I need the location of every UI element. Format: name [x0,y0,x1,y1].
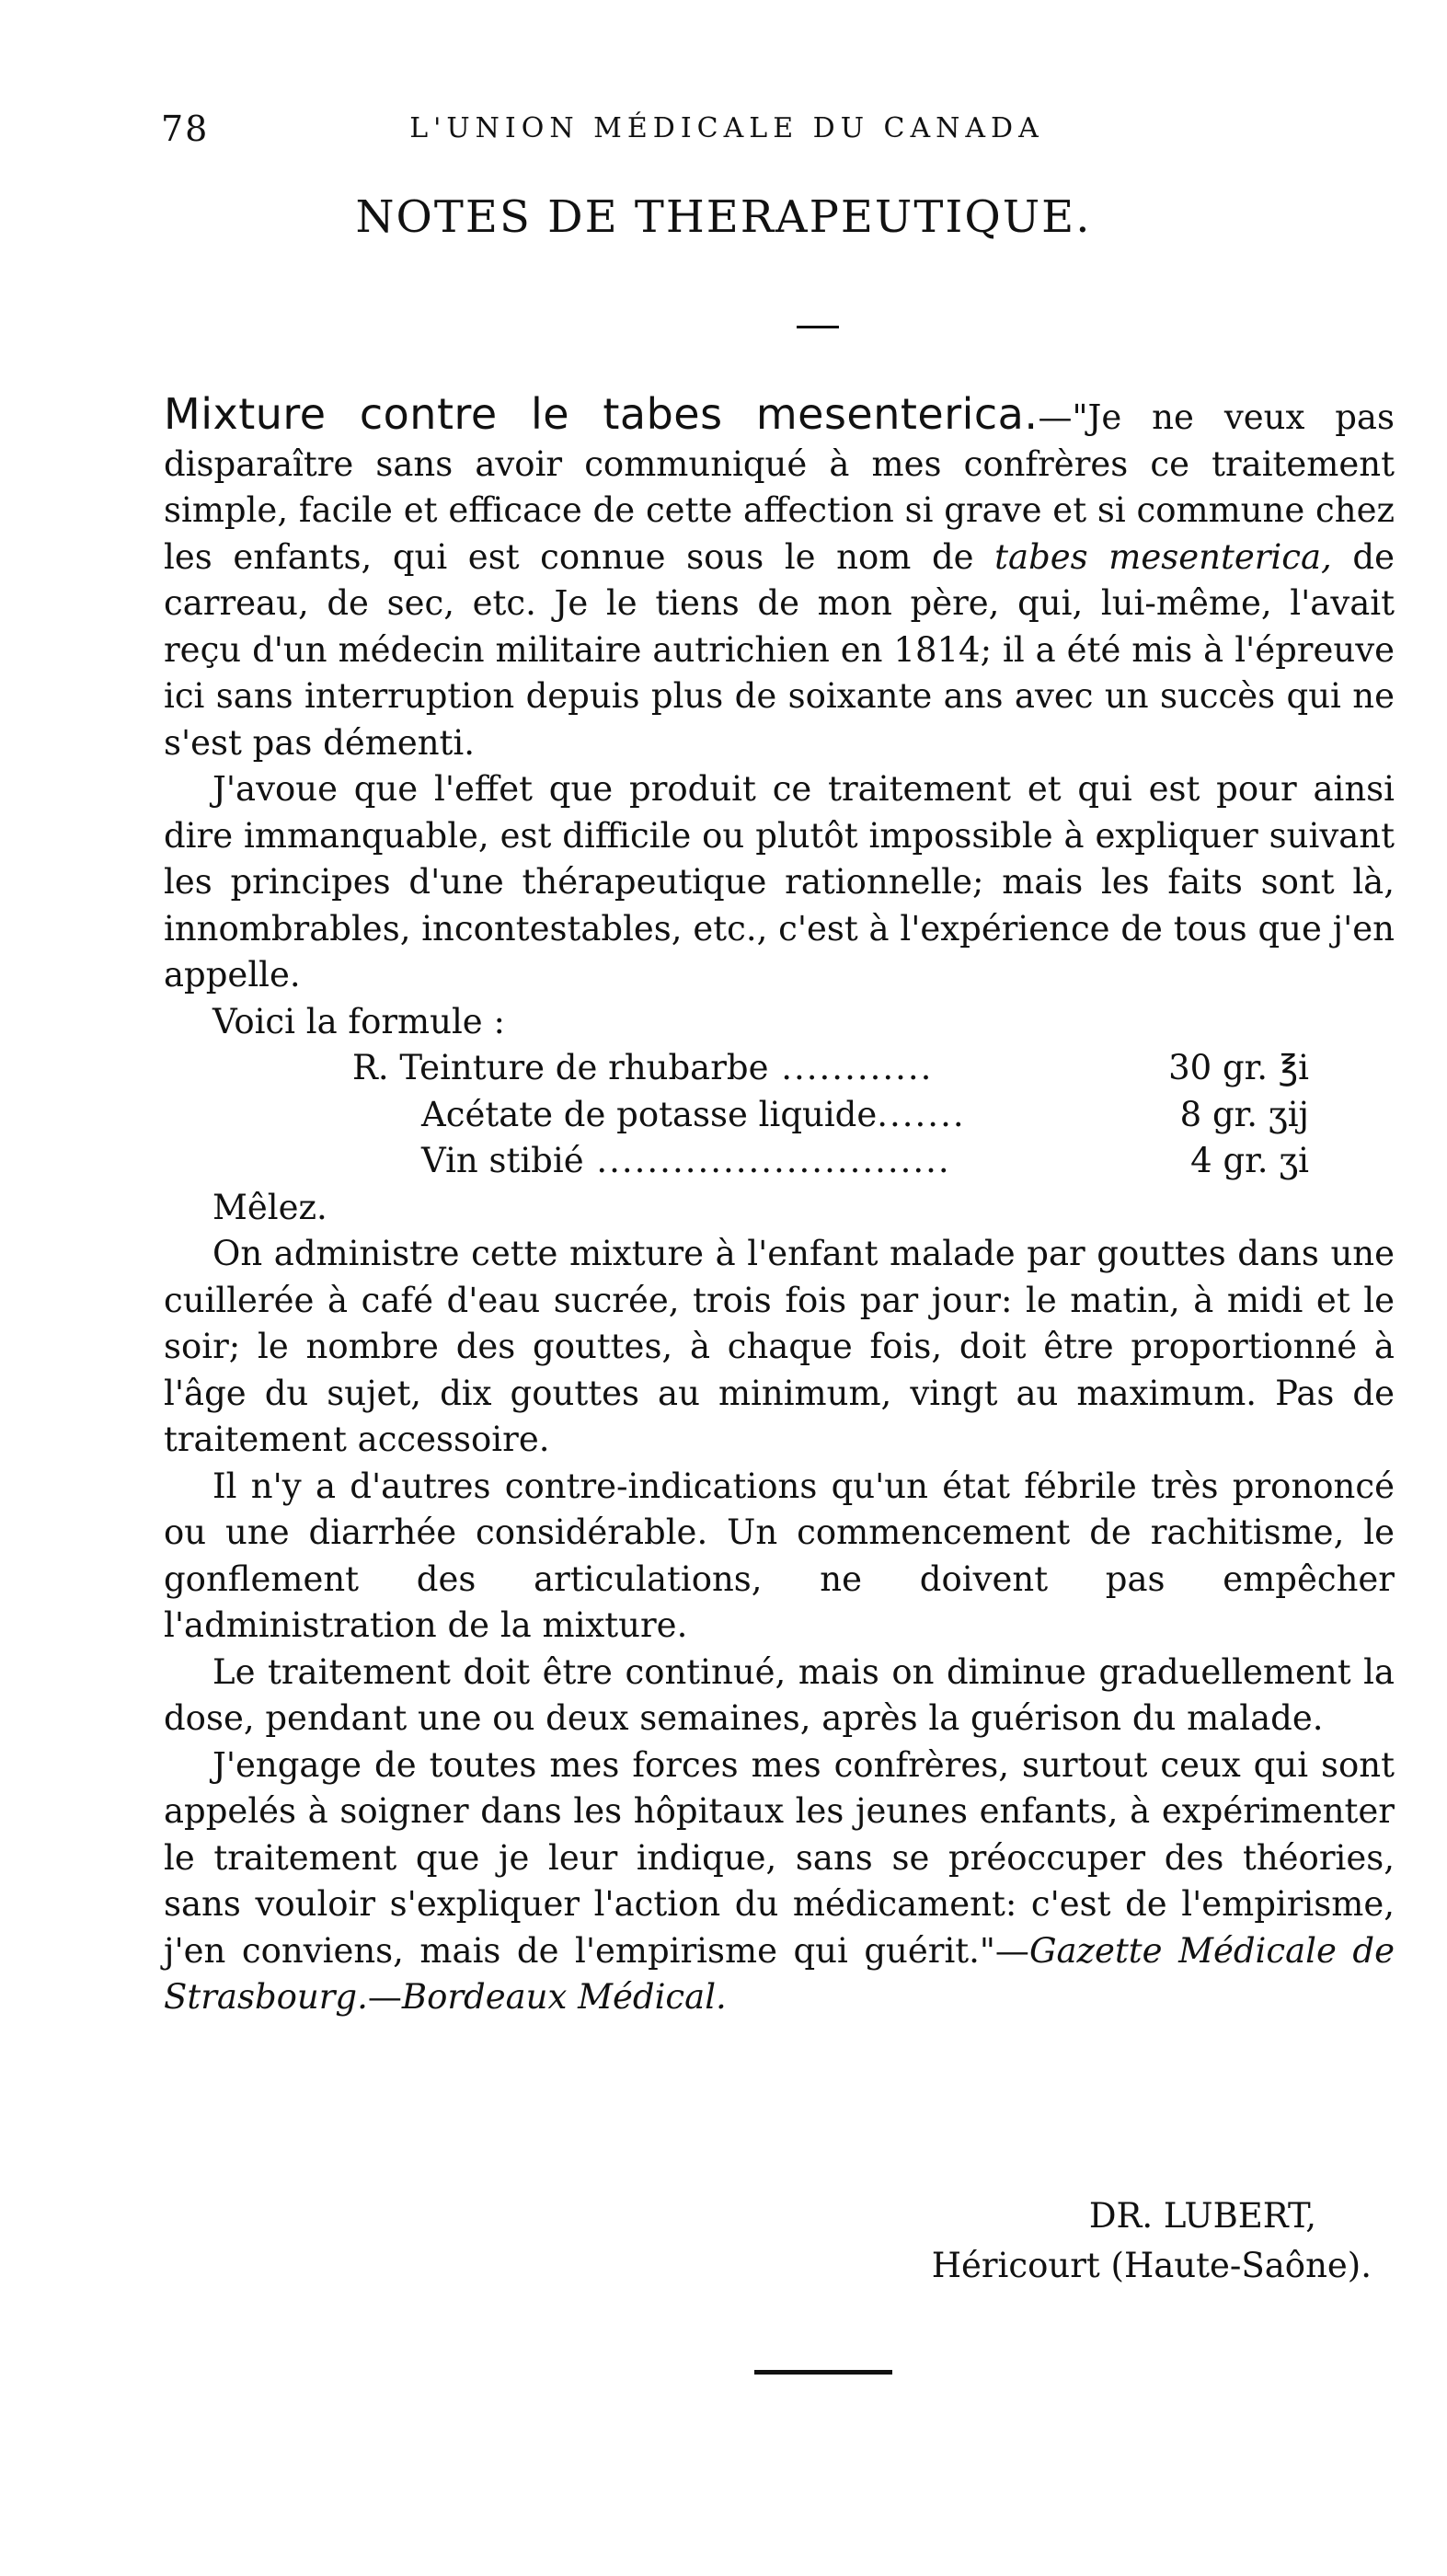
signature-name: DR. LUBERT, [1088,2196,1316,2236]
section-title: NOTES DE THERAPEUTIQUE. [355,191,1092,243]
page-header [161,109,1292,155]
source-citation-2: Bordeaux Médical. [401,1977,727,2017]
formula-dose: 4 gr. ʒi [1190,1141,1309,1180]
title-divider [797,326,839,328]
formula-row [352,1138,1309,1185]
leader-dots: ....... [877,1094,966,1134]
paragraph-4: Il n'y a d'autres contre-indications qu'un état fébrile très prononcé ou une diarrhée considérable. Un commencement de rachitisme, le gonflement des articulations, ne doivent pas empêcher l'administration de la mixture. [164,1466,1395,1645]
leader-dots: ............................ [583,1141,951,1180]
formula-ingredient: Acétate de potasse liquide [421,1094,878,1134]
formula-dose: 30 gr. ℥i [1168,1048,1309,1087]
formula-list [352,1045,1309,1185]
running-title: L'UNION MÉDICALE DU CANADA [409,112,1044,144]
paragraph-5: Le traitement doit être continué, mais on diminue graduellement la dose, pendant une ou deux semaines, après la guérison du malade. [164,1651,1395,1738]
paragraph-1-term: tabes mesenterica, [994,536,1332,577]
formula-row [352,1092,1309,1139]
paragraph-1-lead: —"Je ne veux pas disparaître sans avoir communiqué à mes confrères ce traitement simple, facile et efficace de cette affection si grave et si commune chez les enfants, qui est connue sous le nom de [164,397,1395,577]
formula-ingredient: Vin stibié [421,1141,584,1180]
citation-separator: — [367,1977,402,2017]
paragraph-6-lead: J'engage de toutes mes forces mes confrères, surtout ceux qui sont appelés à soigner dans les hôpitaux les jeunes enfants, à expérimenter le traitement que je leur indique, sans se préoccuper des théories, sans vouloir s'expliquer l'action du médicament: c'est de l'empirisme, j'en conviens, mais de l'empirisme qui guérit."— [164,1744,1395,1971]
formula-dose: 8 gr. ʒij [1179,1094,1309,1134]
page-number: 78 [161,109,210,149]
article-body [164,391,1395,2021]
article-heading: Mixture contre le tabes mesenterica. [164,389,1039,439]
paragraph-1-rest: de carreau, de sec, etc. Je le tiens de mon père, qui, lui-même, l'avait reçu d'un médecin militaire autrichien en 1814; il a été mis à l'épreuve ici sans interruption depuis plus de soixante ans avec un succès qui ne s'est pas démenti. [164,536,1395,763]
formula-ingredient: R. Teinture de rhubarbe [352,1048,769,1087]
paragraph-1 [164,391,1395,766]
formula-row [352,1045,1309,1092]
melez-line: Mêlez. [212,1187,327,1227]
paragraph-6 [164,1742,1395,2021]
formula-intro: Voici la formule : [212,1001,505,1041]
leader-dots: ............ [768,1048,934,1087]
paragraph-3: On administre cette mixture à l'enfant malade par gouttes dans une cuillerée à café d'eau sucrée, trois fois par jour: le matin, à midi et le soir; le nombre des gouttes, à chaque fois, doit être proportionné à l'âge du sujet, dix gouttes au minimum, vingt au maximum. Pas de traitement accessoire. [164,1234,1395,1459]
source-citation: Gazette Médicale de Strasbourg. [164,1930,1395,2017]
end-rule [754,2370,892,2375]
signature-block [728,2191,1372,2291]
paragraph-2: J'avoue que l'effet que produit ce traitement et qui est pour ainsi dire immanquable, est difficile ou plutôt impossible à expliquer suivant les principes d'une thérapeutique rationnelle; mais les faits sont là, innombrables, incontestables, etc., c'est à l'expérience de tous que j'en appelle. [164,769,1395,995]
signature-place: Héricourt (Haute-Saône). [931,2246,1372,2285]
